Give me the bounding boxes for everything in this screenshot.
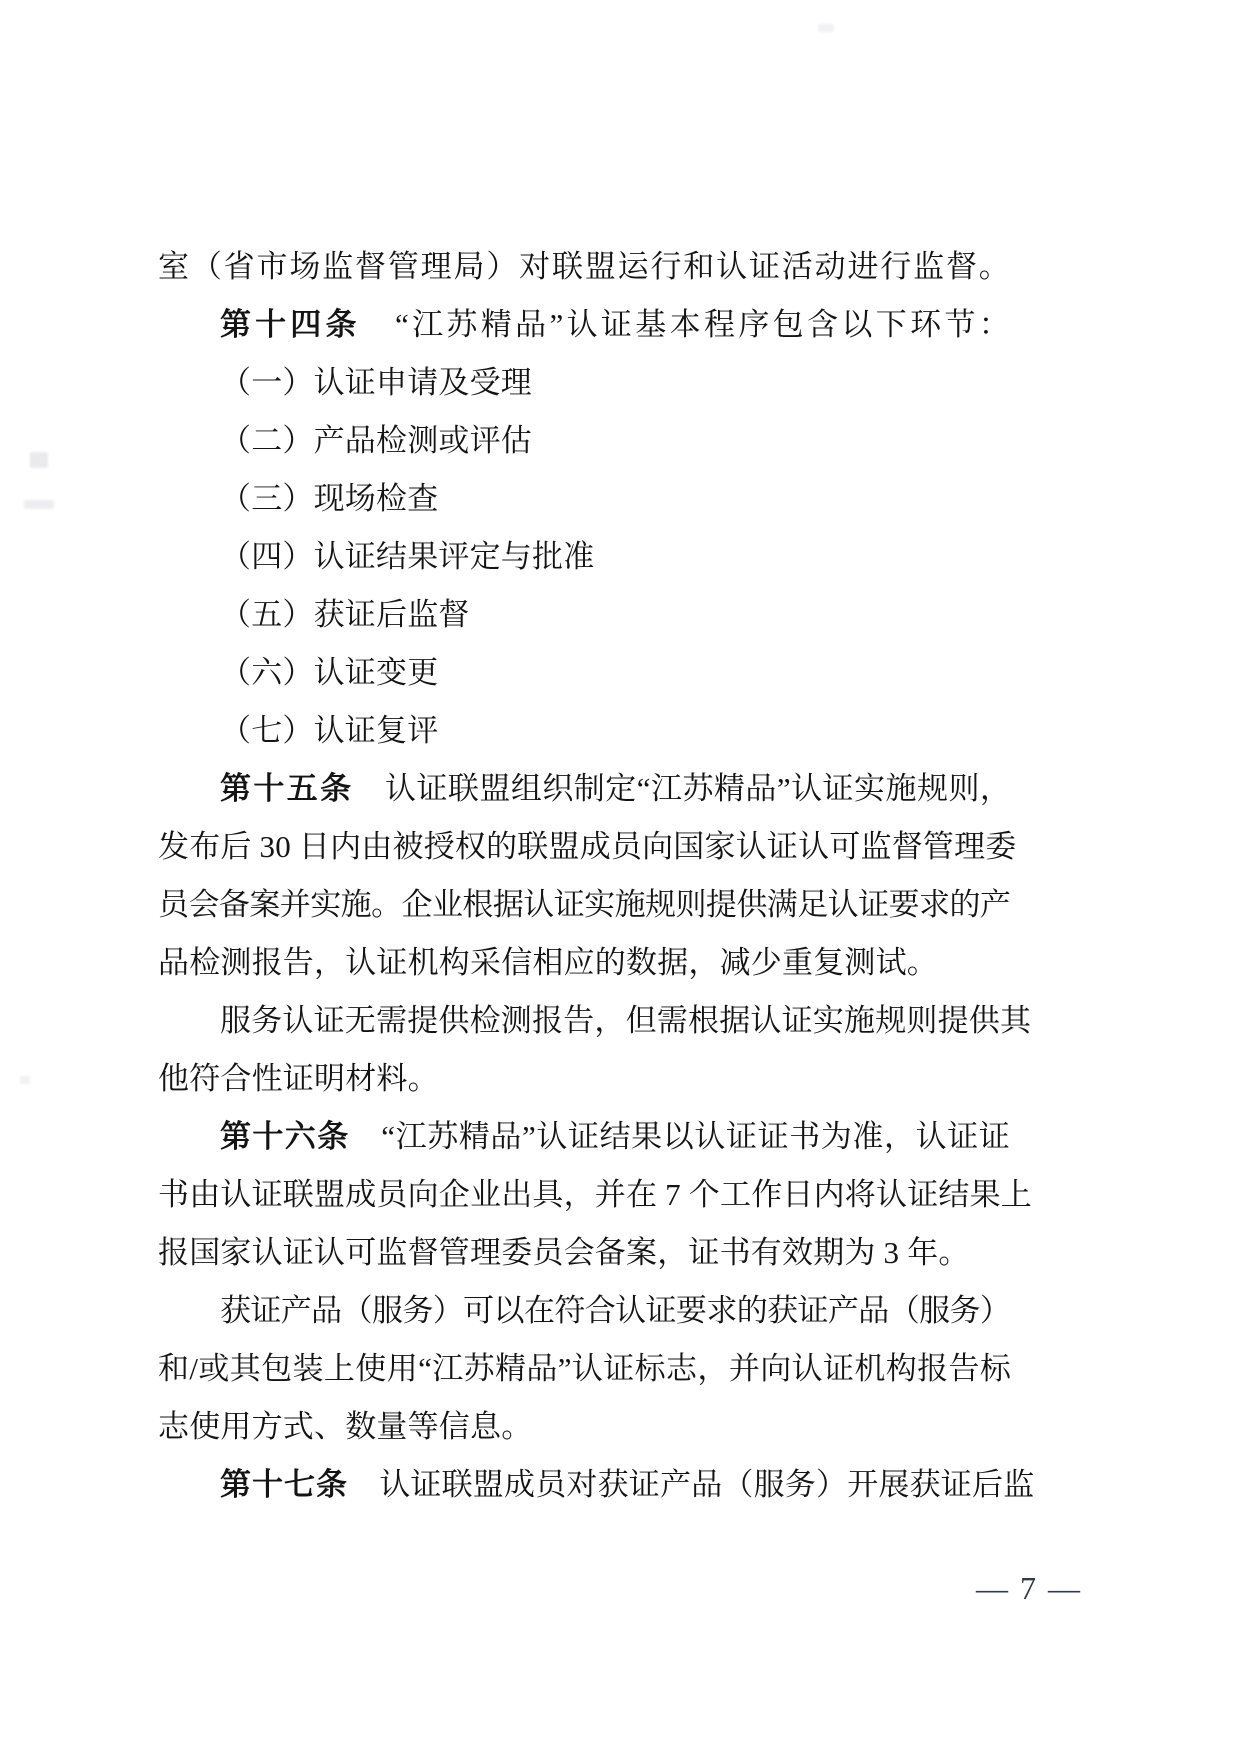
line-text: 发布后 30 日内由被授权的联盟成员向国家认证认可监督管理委: [158, 829, 1017, 864]
line-text: 员会备案并实施。企业根据认证实施规则提供满足认证要求的产: [158, 887, 1010, 922]
line-text: 室（省市场监督管理局）对联盟运行和认证活动进行监督。: [158, 249, 1010, 284]
text-line: [158, 1166, 1032, 1224]
line-text: “江苏精品”认证结果以认证证书为准，认证证: [349, 1119, 1011, 1154]
line-text: （二）产品检测或评估: [220, 423, 532, 458]
line-text: （五）获证后监督: [220, 597, 470, 632]
text-line: [158, 992, 1032, 1050]
line-text: 和/或其包装上使用“江苏精品”认证标志，并向认证机构报告标: [158, 1351, 1010, 1386]
text-line: [158, 1398, 1010, 1456]
list-item-2: [158, 412, 1010, 470]
text-line: [158, 1224, 1010, 1282]
text-line: [158, 876, 1010, 934]
line-text: （六）认证变更: [220, 655, 439, 690]
line-text: 志使用方式、数量等信息。: [158, 1409, 533, 1444]
list-item-1: [158, 354, 1010, 412]
list-item-6: [158, 644, 1010, 702]
text-line-article-15: [158, 760, 1010, 818]
text-line-article-16: [158, 1108, 1010, 1166]
line-text: 品检测报告，认证机构采信相应的数据，减少重复测试。: [158, 945, 938, 980]
line-text: 报国家认证认可监督管理委员会备案，证书有效期为 3 年。: [158, 1235, 970, 1270]
scan-artifact: [20, 1076, 30, 1084]
line-text: 他符合性证明材料。: [158, 1061, 439, 1096]
article-number: 第十七条: [220, 1467, 348, 1502]
line-text: 认证联盟组织制定“江苏精品”认证实施规则，: [353, 771, 1011, 806]
text-line: [158, 934, 1010, 992]
document-body: [158, 238, 1035, 1514]
line-text: （七）认证复评: [220, 713, 439, 748]
line-text: 书由认证联盟成员向企业出具，并在 7 个工作日内将认证结果上: [158, 1177, 1032, 1212]
line-text: 获证产品（服务）可以在符合认证要求的获证产品（服务）: [220, 1293, 1010, 1328]
page-number: — 7 —: [976, 1570, 1082, 1606]
text-line-article-17: [158, 1456, 1035, 1514]
text-line: [158, 1050, 1010, 1108]
line-text: 服务认证无需提供检测报告，但需根据认证实施规则提供其: [220, 1003, 1032, 1038]
scan-artifact: [818, 24, 834, 32]
line-text: “江苏精品”认证基本程序包含以下环节：: [360, 307, 1010, 342]
text-line: [158, 1282, 1010, 1340]
text-line: [158, 238, 1010, 296]
line-text: （一）认证申请及受理: [220, 365, 532, 400]
list-item-7: [158, 702, 1010, 760]
list-item-4: [158, 528, 1010, 586]
text-line: [158, 818, 1017, 876]
article-number: 第十六条: [220, 1119, 350, 1154]
line-text: 认证联盟成员对获证产品（服务）开展获证后监: [348, 1467, 1035, 1502]
list-item-3: [158, 470, 1010, 528]
text-line: [158, 1340, 1010, 1398]
article-number: 第十四条: [220, 307, 361, 342]
article-number: 第十五条: [220, 771, 354, 806]
scan-artifact: [24, 500, 54, 509]
scan-artifact: [30, 452, 48, 468]
line-text: （三）现场检查: [220, 481, 439, 516]
list-item-5: [158, 586, 1010, 644]
line-text: （四）认证结果评定与批准: [220, 539, 595, 574]
text-line-article-14: [158, 296, 1010, 354]
